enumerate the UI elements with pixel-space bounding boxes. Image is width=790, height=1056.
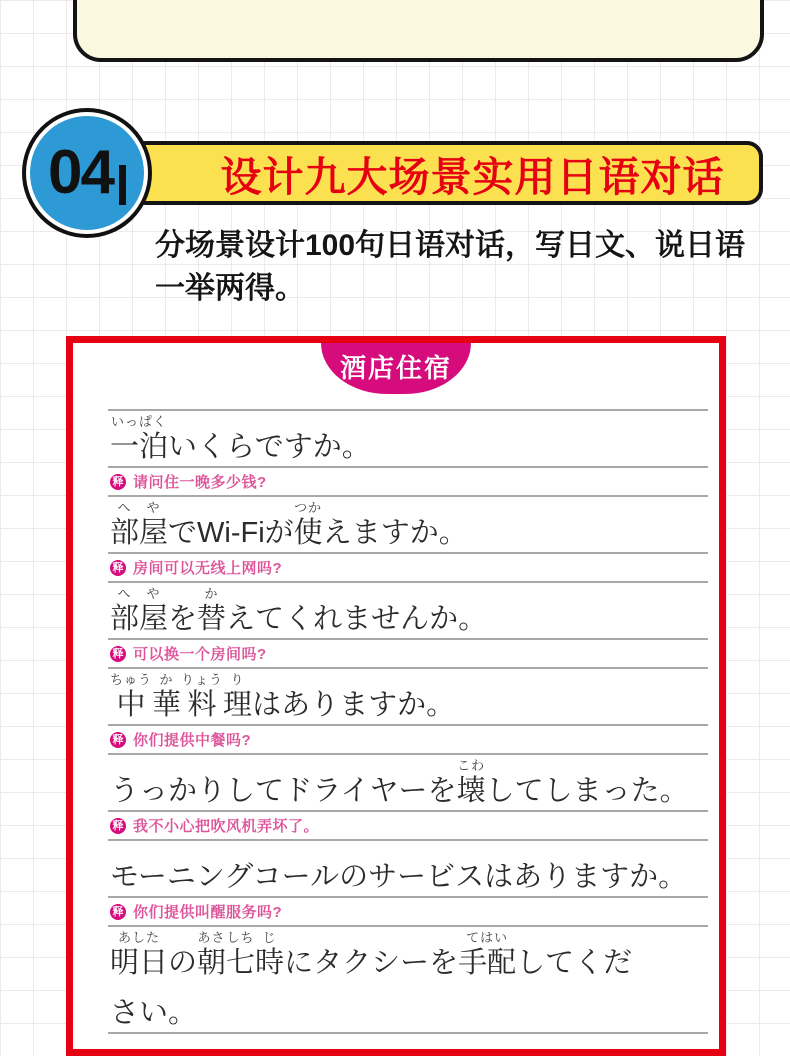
section-number-badge-inner xyxy=(30,116,144,230)
base-text: を xyxy=(168,603,198,635)
furigana-segment xyxy=(168,586,197,636)
base-text: してくだ xyxy=(516,947,633,979)
base-text: の xyxy=(168,947,198,979)
translation-row xyxy=(108,638,708,667)
furigana-segment xyxy=(181,672,223,722)
base-text: してしまった。 xyxy=(485,775,689,807)
translation-text: 你们提供叫醒服务吗? xyxy=(133,904,283,921)
description-line-1: 分场景设计100句日语对话，写日文、说日语 xyxy=(155,229,746,262)
furigana-text: りょう xyxy=(181,672,224,687)
dialogue-card xyxy=(66,336,726,1056)
base-text: モーニングコールのサービスはありますか。 xyxy=(110,861,688,893)
furigana-text: か xyxy=(159,672,174,687)
furigana-segment xyxy=(457,758,486,808)
furigana-segment xyxy=(255,930,284,980)
base-text: 壊 xyxy=(456,775,486,807)
furigana-segment xyxy=(110,930,168,980)
furigana-text: あさ xyxy=(197,930,226,945)
furigana-segment xyxy=(458,930,516,980)
furigana-text xyxy=(323,500,468,516)
explain-icon: 释 xyxy=(110,474,126,490)
base-text: えてくれませんか。 xyxy=(226,603,488,635)
explain-icon: 释 xyxy=(110,646,126,662)
furigana-text: か xyxy=(204,586,219,601)
furigana-text: り xyxy=(230,672,245,687)
base-text: さい。 xyxy=(110,997,198,1029)
furigana-text xyxy=(110,758,457,774)
translation-row xyxy=(108,810,708,839)
furigana-text: あした xyxy=(118,930,161,945)
furigana-segment xyxy=(139,586,168,636)
explain-icon: 释 xyxy=(110,732,126,748)
base-text: にタクシーを xyxy=(284,947,459,979)
base-text: 料 xyxy=(187,689,217,721)
furigana-segment xyxy=(168,930,197,980)
furigana-text xyxy=(110,844,687,860)
furigana-segment xyxy=(110,844,687,894)
base-text: 華 xyxy=(152,689,182,721)
base-text: えますか。 xyxy=(322,517,468,549)
japanese-sentence xyxy=(108,753,708,810)
furigana-text: や xyxy=(146,586,161,601)
translation-text: 房间可以无线上网吗? xyxy=(133,560,283,577)
furigana-segment xyxy=(294,500,323,550)
furigana-text xyxy=(486,758,689,774)
explain-icon: 释 xyxy=(110,904,126,920)
explain-icon: 释 xyxy=(110,560,126,576)
furigana-text: じ xyxy=(262,930,277,945)
furigana-segment xyxy=(323,500,468,550)
furigana-text: しち xyxy=(226,930,255,945)
base-text: いくらですか。 xyxy=(168,431,371,463)
japanese-sentence xyxy=(108,839,708,896)
base-text: でWi-Fiが xyxy=(168,517,294,549)
scene-tab xyxy=(321,343,471,394)
furigana-segment xyxy=(197,930,226,980)
furigana-segment xyxy=(168,414,371,464)
base-text: 理 xyxy=(223,689,253,721)
base-text: 七 xyxy=(226,947,256,979)
japanese-sentence xyxy=(108,925,708,1032)
furigana-segment xyxy=(197,586,226,636)
furigana-text: や xyxy=(146,500,161,515)
furigana-text xyxy=(226,586,487,602)
translation-text: 你们提供中餐吗? xyxy=(133,732,252,749)
furigana-text: いっぱく xyxy=(111,414,168,429)
furigana-text xyxy=(168,586,197,602)
furigana-text xyxy=(516,930,632,946)
base-text: 替 xyxy=(197,603,227,635)
furigana-segment xyxy=(110,414,168,464)
base-text: はありますか。 xyxy=(252,689,456,721)
section-number-bar xyxy=(119,165,126,205)
furigana-segment xyxy=(110,980,197,1030)
section-number: 04 xyxy=(48,138,113,207)
base-text: 部 xyxy=(110,603,140,635)
base-text: 使 xyxy=(293,517,323,549)
furigana-segment xyxy=(110,586,139,636)
furigana-text xyxy=(168,414,371,430)
section-number-badge xyxy=(22,108,152,238)
furigana-text: へ xyxy=(117,500,132,515)
description-line-2: 一举两得。 xyxy=(155,272,305,305)
base-text: 中 xyxy=(116,689,146,721)
furigana-segment xyxy=(152,672,181,722)
translation-row xyxy=(108,724,708,753)
furigana-text xyxy=(168,500,294,516)
furigana-segment xyxy=(110,758,457,808)
base-text: 屋 xyxy=(139,517,169,549)
furigana-segment xyxy=(516,930,632,980)
top-note-box xyxy=(73,0,764,62)
furigana-segment xyxy=(226,586,487,636)
translation-row xyxy=(108,896,708,925)
furigana-text: へ xyxy=(117,586,132,601)
base-text: 部 xyxy=(110,517,140,549)
furigana-segment xyxy=(168,500,294,550)
translation-text: 请问住一晚多少钱? xyxy=(133,474,267,491)
japanese-sentence xyxy=(108,409,708,466)
section-title-banner xyxy=(130,141,763,205)
base-text: 手配 xyxy=(458,947,517,979)
section-title: 设计九大场景实用日语对话 xyxy=(220,153,725,200)
section-description xyxy=(155,224,755,310)
dialogue-entries xyxy=(108,409,708,1034)
translation-text: 我不小心把吹风机弄坏了。 xyxy=(133,818,320,835)
translation-text: 可以换一个房间吗? xyxy=(133,646,267,663)
base-text: うっかりしてドライヤーを xyxy=(110,775,457,807)
scene-tab-label: 酒店住宿 xyxy=(339,353,452,383)
furigana-segment xyxy=(223,672,252,722)
japanese-sentence xyxy=(108,667,708,724)
furigana-text: こわ xyxy=(457,758,486,773)
furigana-text xyxy=(252,672,455,688)
base-text: 時 xyxy=(255,947,285,979)
japanese-sentence xyxy=(108,495,708,552)
furigana-text xyxy=(168,930,197,946)
base-text: 明日 xyxy=(110,947,169,979)
furigana-text xyxy=(110,980,197,996)
furigana-segment xyxy=(486,758,689,808)
translation-row xyxy=(108,552,708,581)
japanese-sentence xyxy=(108,581,708,638)
furigana-segment xyxy=(252,672,455,722)
furigana-text: ちゅう xyxy=(110,672,153,687)
furigana-segment xyxy=(110,500,139,550)
base-text: 一泊 xyxy=(110,431,169,463)
translation-row xyxy=(108,466,708,495)
furigana-text: つか xyxy=(294,500,323,515)
furigana-segment xyxy=(284,930,458,980)
base-text: 朝 xyxy=(197,947,227,979)
furigana-segment xyxy=(226,930,255,980)
furigana-segment xyxy=(110,672,152,722)
explain-icon: 释 xyxy=(110,818,126,834)
furigana-text xyxy=(284,930,458,946)
furigana-text: てはい xyxy=(466,930,509,945)
furigana-segment xyxy=(139,500,168,550)
base-text: 屋 xyxy=(139,603,169,635)
